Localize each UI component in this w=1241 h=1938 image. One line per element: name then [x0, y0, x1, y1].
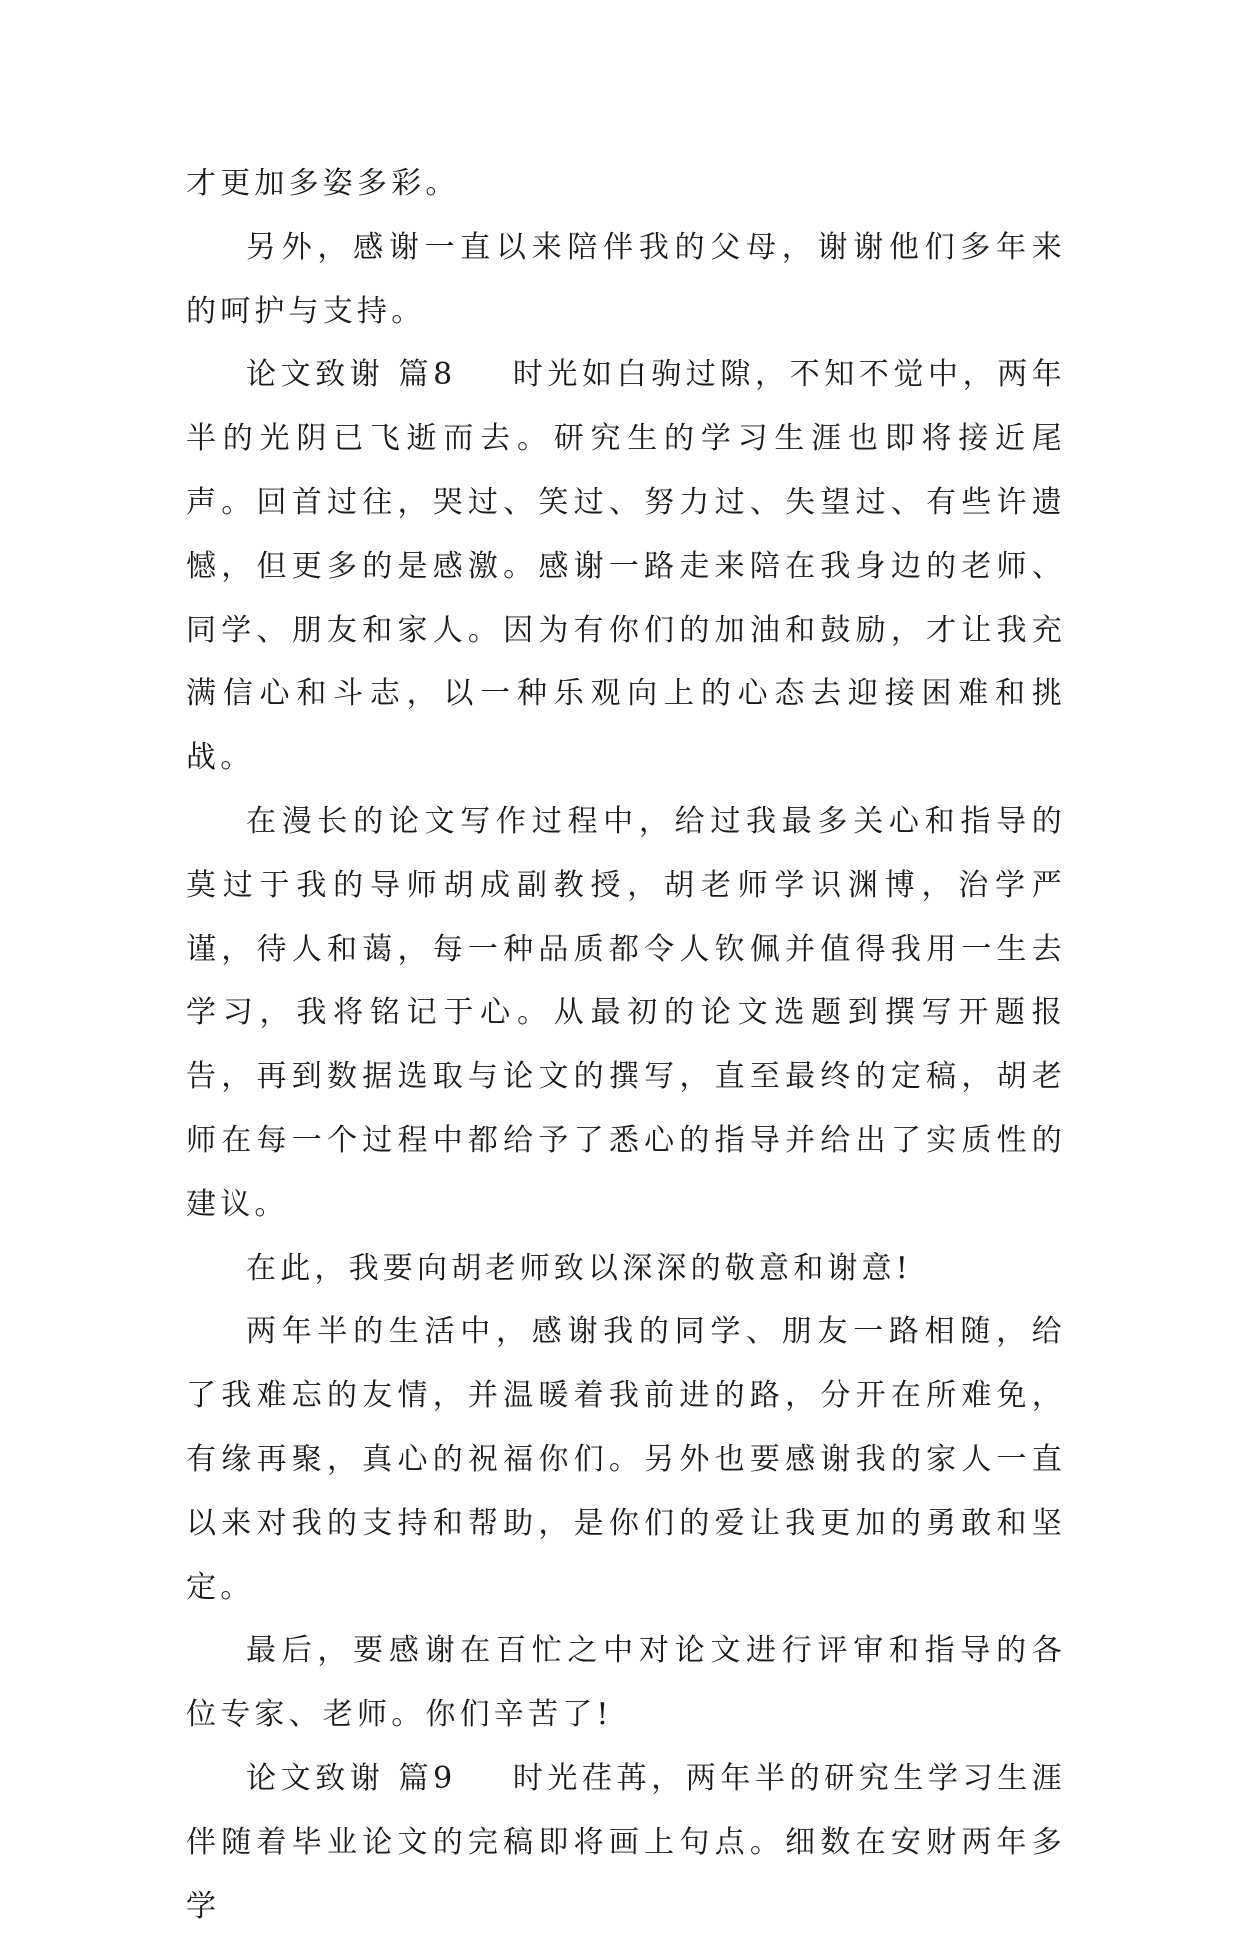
- paragraph-reviewers: [186, 1619, 1066, 1747]
- paragraph-text: 两年半的生活中，感谢我的同学、朋友一路相随，给了我难忘的友情，并温暖着我前进的路，分开在所难免，有缘再聚，真心的祝福你们。另外也要感谢我的家人一直以来对我的支持和帮助，是你们的爱让我更加的勇敢和坚定。: [186, 1314, 1066, 1605]
- paragraph-text: 最后，要感谢在百忙之中对论文进行评审和指导的各位专家、老师。你们辛苦了!: [186, 1633, 1066, 1733]
- paragraph-thanks-parents: [186, 216, 1066, 344]
- paragraph-friends-family: [186, 1300, 1066, 1619]
- paragraph-section-8: [186, 343, 1066, 790]
- paragraph-text: 在漫长的论文写作过程中，给过我最多关心和指导的莫过于我的导师胡成副教授，胡老师学识渊博，治学严谨，待人和蔼，每一种品质都令人钦佩并值得我用一生去学习，我将铭记于心。从最初的论文选题到撰写开题报告，再到数据选取与论文的撰写，直至最终的定稿，胡老师在每一个过程中都给予了悉心的指导并给出了实质性的建议。: [186, 803, 1066, 1222]
- paragraph-advisor: [186, 790, 1066, 1237]
- body-text: [186, 152, 1066, 1938]
- paragraph-section-9: [186, 1747, 1066, 1938]
- section-heading-8: 论文致谢 篇8: [246, 357, 457, 393]
- paragraph-text: 在此，我要向胡老师致以深深的敬意和谢意!: [246, 1250, 913, 1286]
- paragraph-text: 时光荏苒，两年半的研究生学习生涯伴随着毕业论文的完稿即将画上句点。细数在安财两年多学: [186, 1760, 1066, 1924]
- paragraph-respect: [186, 1237, 1066, 1301]
- section-heading-9: 论文致谢 篇9: [246, 1760, 457, 1796]
- paragraph-text: 另外，感谢一直以来陪伴我的父母，谢谢他们多年来的呵护与支持。: [186, 229, 1066, 329]
- paragraph-text: 时光如白驹过隙，不知不觉中，两年半的光阴已飞逝而去。研究生的学习生涯也即将接近尾声。回首过往，哭过、笑过、努力过、失望过、有些许遗憾，但更多的是感激。感谢一路走来陪在我身边的老师、同学、朋友和家人。因为有你们的加油和鼓励，才让我充满信心和斗志，以一种乐观向上的心态去迎接困难和挑战。: [186, 357, 1066, 776]
- paragraph-continuation: [186, 152, 1066, 216]
- paragraph-text: 才更加多姿多彩。: [186, 166, 460, 201]
